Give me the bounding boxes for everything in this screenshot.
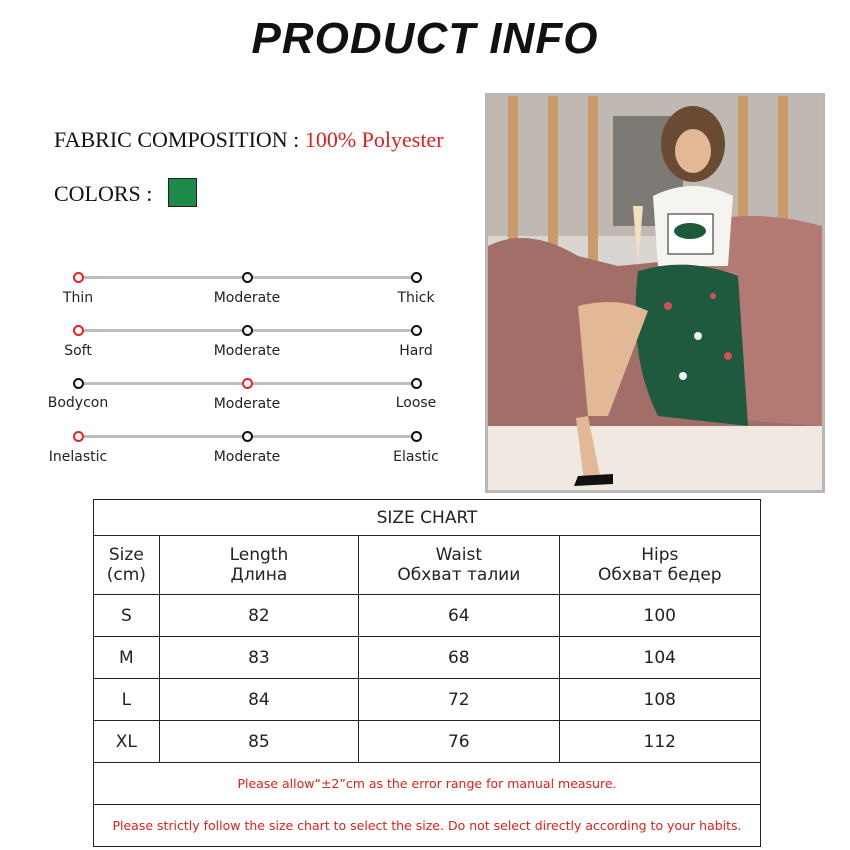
scale-label-middle: Moderate xyxy=(213,449,281,465)
header-length-line2: Длина xyxy=(230,565,288,585)
cell-length: 85 xyxy=(159,721,358,763)
fabric-label: FABRIC COMPOSITION : xyxy=(54,127,300,152)
cell-waist: 68 xyxy=(359,637,559,679)
header-waist-line2: Обхват талии xyxy=(397,565,521,585)
cell-hips: 108 xyxy=(559,679,760,721)
cell-size: XL xyxy=(94,721,160,763)
scale-dot-left xyxy=(73,272,84,283)
table-row xyxy=(94,721,761,763)
header-hips-line1: Hips xyxy=(641,545,679,565)
color-swatch-green[interactable] xyxy=(168,178,197,207)
cell-length: 84 xyxy=(159,679,358,721)
model-photo-illustration xyxy=(488,96,822,490)
scale-label-middle: Moderate xyxy=(213,396,281,412)
scale-dot-right xyxy=(411,431,422,442)
scale-label-left: Inelastic xyxy=(48,449,108,465)
scale-dot-left xyxy=(73,325,84,336)
header-waist xyxy=(359,536,559,595)
scale-label-left: Bodycon xyxy=(47,395,109,411)
scale-dot-right xyxy=(411,272,422,283)
cell-size: S xyxy=(94,595,160,637)
header-length-line1: Length xyxy=(229,545,289,565)
cell-hips: 112 xyxy=(559,721,760,763)
scale-dot-right xyxy=(411,325,422,336)
scale-label-right: Thick xyxy=(397,290,435,306)
fabric-composition xyxy=(54,127,444,153)
table-row xyxy=(94,595,761,637)
header-waist-line1: Waist xyxy=(435,545,482,565)
scale-dot-middle xyxy=(242,325,253,336)
scale-dot-left xyxy=(73,431,84,442)
size-chart-title: SIZE CHART xyxy=(94,500,761,536)
scale-elasticity xyxy=(0,435,470,475)
colors-label: COLORS : xyxy=(54,181,153,206)
scale-label-right: Elastic xyxy=(393,449,439,465)
scale-label-left: Soft xyxy=(64,343,92,359)
cell-waist: 76 xyxy=(359,721,559,763)
header-hips-line2: Обхват бедер xyxy=(597,565,722,585)
scale-label-right: Loose xyxy=(395,395,437,411)
scale-dot-middle xyxy=(242,431,253,442)
header-length xyxy=(159,536,358,595)
header-hips xyxy=(559,536,760,595)
cell-size: M xyxy=(94,637,160,679)
scale-label-middle: Moderate xyxy=(213,343,281,359)
header-size-line1: Size xyxy=(108,545,144,565)
table-row xyxy=(94,679,761,721)
size-chart-table xyxy=(93,499,761,847)
cell-size: L xyxy=(94,679,160,721)
cell-hips: 104 xyxy=(559,637,760,679)
scale-label-left: Thin xyxy=(62,290,94,306)
cell-length: 83 xyxy=(159,637,358,679)
cell-hips: 100 xyxy=(559,595,760,637)
scale-dot-middle xyxy=(242,272,253,283)
measure-note: Please allow“±2”cm as the error range for manual measure. xyxy=(94,763,761,805)
table-row xyxy=(94,637,761,679)
scale-dot-middle xyxy=(242,378,253,389)
header-size-line2: (cm) xyxy=(106,565,146,585)
cell-length: 82 xyxy=(159,595,358,637)
size-selection-note: Please strictly follow the size chart to select the size. Do not select directly according to your habits. xyxy=(94,805,761,847)
scale-label-middle: Moderate xyxy=(213,290,281,306)
cell-waist: 72 xyxy=(359,679,559,721)
scale-dot-right xyxy=(411,378,422,389)
scale-thickness xyxy=(0,276,470,316)
header-size xyxy=(94,536,160,595)
scale-fit xyxy=(0,382,470,422)
fabric-value: 100% Polyester xyxy=(304,127,444,152)
scale-label-right: Hard xyxy=(399,343,433,359)
scale-dot-left xyxy=(73,378,84,389)
cell-waist: 64 xyxy=(359,595,559,637)
product-photo xyxy=(485,93,825,493)
page-title: PRODUCT INFO xyxy=(251,14,599,63)
scale-softness xyxy=(0,329,470,369)
